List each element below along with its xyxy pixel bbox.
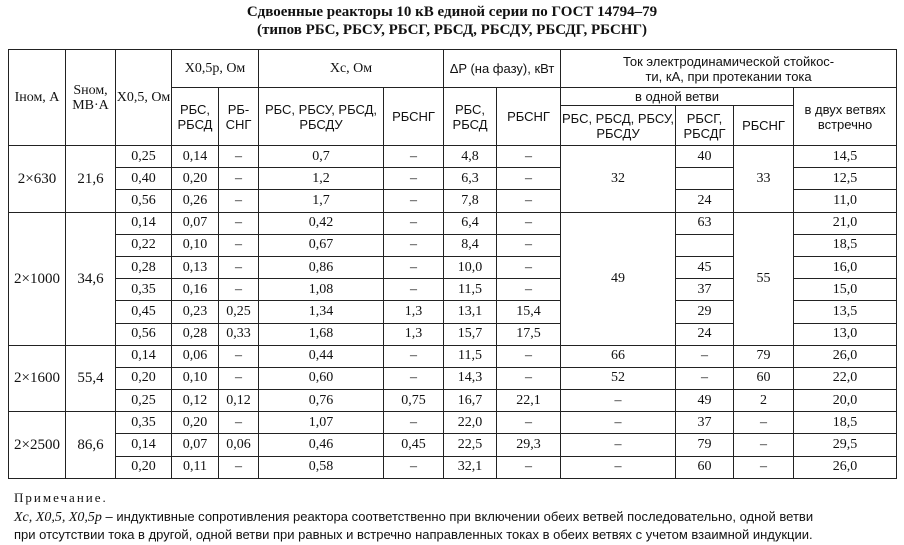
header-odna-vetv: в одной ветви <box>561 88 794 106</box>
cell-inom: 2×2500 <box>9 412 66 479</box>
cell-x05p1: 0,20 <box>172 168 219 190</box>
cell-xc2: – <box>384 345 444 367</box>
cell-x05p1: 0,20 <box>172 412 219 434</box>
cell-xc1: 0,86 <box>259 256 384 278</box>
cell-xc2: 0,75 <box>384 390 444 412</box>
table-subtitle: (типов РБС, РБСУ, РБСГ, РБСД, РБСДУ, РБСДГ, РБСНГ) <box>256 22 648 38</box>
cell-tok-c: 79 <box>734 345 794 367</box>
header-inom: Iном, А <box>9 50 66 146</box>
cell-tok-b: 79 <box>676 434 734 456</box>
cell-x05p2: – <box>219 212 259 234</box>
cell-x05: 0,56 <box>116 190 172 212</box>
cell-dp1: 22,5 <box>444 434 497 456</box>
table-row <box>9 367 897 389</box>
cell-tok-b: 63 <box>676 212 734 234</box>
cell-xc1: 1,34 <box>259 301 384 323</box>
header-xc-rbsng: РБСНГ <box>384 88 444 146</box>
cell-dp1: 14,3 <box>444 367 497 389</box>
cell-x05: 0,56 <box>116 323 172 345</box>
cell-x05p2: – <box>219 279 259 301</box>
note-heading: Примечание. <box>14 490 108 505</box>
cell-tok-d: 16,0 <box>794 256 897 278</box>
cell-tok-b <box>676 234 734 256</box>
cell-dp1: 6,3 <box>444 168 497 190</box>
cell-tok-b: – <box>676 367 734 389</box>
cell-x05p1: 0,13 <box>172 256 219 278</box>
cell-xc2: 1,3 <box>384 301 444 323</box>
cell-xc1: 0,46 <box>259 434 384 456</box>
cell-dp1: 32,1 <box>444 456 497 478</box>
cell-tok-a: – <box>561 390 676 412</box>
cell-tok-d: 14,5 <box>794 146 897 168</box>
cell-x05p1: 0,10 <box>172 234 219 256</box>
cell-tok-a: – <box>561 412 676 434</box>
cell-xc1: 0,76 <box>259 390 384 412</box>
cell-x05p1: 0,28 <box>172 323 219 345</box>
cell-tok-a: 66 <box>561 345 676 367</box>
cell-dp1: 6,4 <box>444 212 497 234</box>
header-tok-rbs: РБС, РБСД, РБСУ, РБСДУ <box>561 106 676 146</box>
cell-tok-b: 49 <box>676 390 734 412</box>
cell-x05p2: 0,06 <box>219 434 259 456</box>
header-tok-rbsng: РБСНГ <box>734 106 794 146</box>
cell-tok-a: 49 <box>561 212 676 345</box>
cell-dp1: 13,1 <box>444 301 497 323</box>
cell-tok-b: 37 <box>676 412 734 434</box>
cell-dp1: 16,7 <box>444 390 497 412</box>
cell-xc2: – <box>384 456 444 478</box>
cell-inom: 2×630 <box>9 146 66 213</box>
cell-dp1: 4,8 <box>444 146 497 168</box>
cell-xc1: 0,44 <box>259 345 384 367</box>
cell-x05p1: 0,10 <box>172 367 219 389</box>
cell-xc2: – <box>384 256 444 278</box>
cell-dp2: – <box>497 256 561 278</box>
cell-xc1: 0,42 <box>259 212 384 234</box>
cell-x05: 0,25 <box>116 146 172 168</box>
note-line-2: при отсутствии тока в другой, одной ветви при равных и встречно направленных токах в обеих ветвях с учетом взаимной индукции. <box>14 527 813 542</box>
cell-dp2: – <box>497 345 561 367</box>
cell-tok-d: 26,0 <box>794 345 897 367</box>
cell-x05p1: 0,12 <box>172 390 219 412</box>
header-tok <box>561 50 897 88</box>
cell-tok-c: 33 <box>734 146 794 213</box>
table-row <box>9 412 897 434</box>
cell-xc2: – <box>384 212 444 234</box>
cell-tok-c: 60 <box>734 367 794 389</box>
cell-tok-d: 12,5 <box>794 168 897 190</box>
note-line-1 <box>14 508 898 527</box>
cell-tok-d: 18,5 <box>794 234 897 256</box>
cell-dp2: – <box>497 190 561 212</box>
cell-x05p2: – <box>219 367 259 389</box>
header-tok-line1: Ток электродинамической стойкос- <box>622 53 835 69</box>
cell-x05p2: – <box>219 256 259 278</box>
cell-tok-d: 15,0 <box>794 279 897 301</box>
note-text-1: – индуктивные сопротивления реактора соответственно при включении обеих ветвей последовательно, одной ветви <box>101 509 814 524</box>
cell-tok-a: – <box>561 434 676 456</box>
cell-x05p2: – <box>219 412 259 434</box>
header-x05p-rbs: РБС, РБСД <box>172 88 219 146</box>
table-row <box>9 146 897 168</box>
cell-snom: 34,6 <box>66 212 116 345</box>
cell-dp2: 29,3 <box>497 434 561 456</box>
cell-dp2: – <box>497 212 561 234</box>
cell-dp2: – <box>497 412 561 434</box>
cell-dp2: – <box>497 456 561 478</box>
cell-xc1: 1,08 <box>259 279 384 301</box>
cell-xc2: – <box>384 234 444 256</box>
cell-tok-b: 45 <box>676 256 734 278</box>
cell-snom: 86,6 <box>66 412 116 479</box>
cell-x05p1: 0,07 <box>172 212 219 234</box>
cell-tok-a: 32 <box>561 146 676 213</box>
header-dp: ΔP (на фазу), кВт <box>444 50 561 88</box>
table-row <box>9 390 897 412</box>
cell-xc2: – <box>384 367 444 389</box>
cell-tok-b: 37 <box>676 279 734 301</box>
cell-x05p1: 0,26 <box>172 190 219 212</box>
cell-xc2: – <box>384 168 444 190</box>
cell-tok-c: 2 <box>734 390 794 412</box>
cell-snom: 55,4 <box>66 345 116 412</box>
cell-tok-a: 52 <box>561 367 676 389</box>
cell-tok-d: 26,0 <box>794 456 897 478</box>
cell-x05: 0,14 <box>116 345 172 367</box>
header-snom: Sном, МВ·А <box>66 50 116 146</box>
cell-x05: 0,25 <box>116 390 172 412</box>
cell-x05p2: – <box>219 234 259 256</box>
cell-x05p2: 0,25 <box>219 301 259 323</box>
cell-tok-c: – <box>734 412 794 434</box>
cell-x05p1: 0,11 <box>172 456 219 478</box>
cell-x05: 0,28 <box>116 256 172 278</box>
cell-dp2: – <box>497 367 561 389</box>
table-row <box>9 434 897 456</box>
cell-x05: 0,14 <box>116 434 172 456</box>
cell-xc1: 0,7 <box>259 146 384 168</box>
cell-x05: 0,35 <box>116 412 172 434</box>
cell-x05p1: 0,07 <box>172 434 219 456</box>
cell-x05p2: – <box>219 168 259 190</box>
cell-x05p1: 0,23 <box>172 301 219 323</box>
cell-xc1: 0,58 <box>259 456 384 478</box>
cell-tok-b: 40 <box>676 146 734 168</box>
cell-x05p2: – <box>219 190 259 212</box>
cell-xc1: 1,2 <box>259 168 384 190</box>
cell-tok-b: 24 <box>676 323 734 345</box>
cell-dp2: – <box>497 279 561 301</box>
header-xc: Xc, Ом <box>259 50 444 88</box>
cell-x05: 0,35 <box>116 279 172 301</box>
cell-tok-b: 60 <box>676 456 734 478</box>
cell-dp1: 11,5 <box>444 279 497 301</box>
cell-x05: 0,20 <box>116 456 172 478</box>
header-x05: X0,5, Ом <box>116 50 172 146</box>
cell-x05p1: 0,14 <box>172 146 219 168</box>
cell-tok-b <box>676 168 734 190</box>
header-dve-vetvi: в двух ветвях встречно <box>794 88 897 146</box>
cell-x05p1: 0,16 <box>172 279 219 301</box>
cell-inom: 2×1600 <box>9 345 66 412</box>
note-vars: Xc, X0,5, X0,5р <box>14 510 102 525</box>
cell-x05p2: – <box>219 456 259 478</box>
cell-x05p2: 0,33 <box>219 323 259 345</box>
header-x05p: X0,5р, Ом <box>172 50 259 88</box>
cell-tok-d: 21,0 <box>794 212 897 234</box>
cell-inom: 2×1000 <box>9 212 66 345</box>
cell-tok-c: – <box>734 434 794 456</box>
cell-tok-b: 29 <box>676 301 734 323</box>
cell-dp1: 15,7 <box>444 323 497 345</box>
cell-dp2: – <box>497 234 561 256</box>
cell-x05: 0,40 <box>116 168 172 190</box>
cell-x05: 0,45 <box>116 301 172 323</box>
header-tok-line2: ти, кА, при протекании тока <box>645 68 812 84</box>
cell-dp1: 10,0 <box>444 256 497 278</box>
cell-tok-b: – <box>676 345 734 367</box>
table-row <box>9 345 897 367</box>
cell-x05p1: 0,06 <box>172 345 219 367</box>
header-tok-rbsg: РБСГ, РБСДГ <box>676 106 734 146</box>
cell-tok-d: 20,0 <box>794 390 897 412</box>
cell-tok-a: – <box>561 456 676 478</box>
cell-dp2: – <box>497 146 561 168</box>
header-dp-rbsng: РБСНГ <box>497 88 561 146</box>
cell-xc2: – <box>384 279 444 301</box>
cell-xc2: 1,3 <box>384 323 444 345</box>
cell-tok-d: 13,5 <box>794 301 897 323</box>
cell-x05: 0,20 <box>116 367 172 389</box>
cell-tok-d: 18,5 <box>794 412 897 434</box>
header-dp-rbs: РБС, РБСД <box>444 88 497 146</box>
cell-xc2: 0,45 <box>384 434 444 456</box>
cell-tok-d: 13,0 <box>794 323 897 345</box>
cell-xc1: 1,68 <box>259 323 384 345</box>
cell-x05p2: 0,12 <box>219 390 259 412</box>
table-title: Сдвоенные реакторы 10 кВ единой серии по ГОСТ 14794–79 <box>246 4 658 20</box>
cell-tok-c: – <box>734 456 794 478</box>
cell-tok-d: 22,0 <box>794 367 897 389</box>
cell-x05: 0,14 <box>116 212 172 234</box>
cell-dp1: 11,5 <box>444 345 497 367</box>
cell-dp2: – <box>497 168 561 190</box>
cell-x05: 0,22 <box>116 234 172 256</box>
cell-dp2: 15,4 <box>497 301 561 323</box>
cell-snom: 21,6 <box>66 146 116 213</box>
cell-xc1: 0,67 <box>259 234 384 256</box>
cell-xc1: 1,07 <box>259 412 384 434</box>
cell-x05p2: – <box>219 345 259 367</box>
cell-dp2: 22,1 <box>497 390 561 412</box>
cell-dp1: 7,8 <box>444 190 497 212</box>
table-row <box>9 212 897 234</box>
header-x05p-rbsng: РБ-СНГ <box>219 88 259 146</box>
header-xc-rbs: РБС, РБСУ, РБСД, РБСДУ <box>259 88 384 146</box>
cell-xc2: – <box>384 190 444 212</box>
table-row <box>9 456 897 478</box>
cell-tok-d: 11,0 <box>794 190 897 212</box>
reactor-table <box>8 49 897 479</box>
cell-xc1: 0,60 <box>259 367 384 389</box>
cell-dp2: 17,5 <box>497 323 561 345</box>
cell-x05p2: – <box>219 146 259 168</box>
cell-xc2: – <box>384 146 444 168</box>
cell-tok-b: 24 <box>676 190 734 212</box>
cell-xc2: – <box>384 412 444 434</box>
cell-tok-c: 55 <box>734 212 794 345</box>
cell-xc1: 1,7 <box>259 190 384 212</box>
cell-tok-d: 29,5 <box>794 434 897 456</box>
cell-dp1: 8,4 <box>444 234 497 256</box>
cell-dp1: 22,0 <box>444 412 497 434</box>
